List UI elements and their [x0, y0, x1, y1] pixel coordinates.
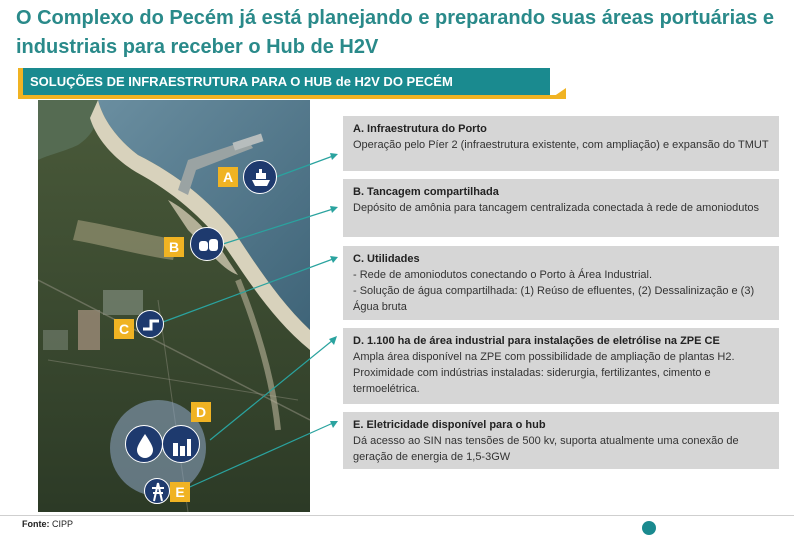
logo-icon: [642, 521, 656, 535]
water-drop-icon: [125, 425, 163, 463]
factory-icon: [162, 425, 200, 463]
card-heading: D. 1.100 ha de área industrial para instalações de eletrólise na ZPE CE: [353, 335, 720, 347]
card-port: [343, 116, 779, 171]
card-heading: E. Eletricidade disponível para o hub: [353, 419, 546, 431]
card-heading: C. Utilidades: [353, 253, 420, 265]
marker-a: A: [218, 167, 238, 187]
marker-c: C: [114, 319, 134, 339]
marker-d: D: [191, 402, 211, 422]
card-text: - Solução de água compartilhada: (1) Reúso de efluentes, (2) Dessalinização e (3) Água bruta: [353, 285, 755, 313]
ship-icon: [243, 160, 277, 194]
pipeline-icon: [136, 310, 164, 338]
card-heading: A. Infraestrutura do Porto: [353, 123, 487, 135]
page-title: O Complexo do Pecém já está planejando e preparando suas áreas portuárias e industriais para receber o Hub de H2V: [16, 7, 775, 58]
card-heading: B. Tancagem compartilhada: [353, 186, 499, 198]
card-tanks: [343, 179, 779, 237]
footer-label: Fonte:: [22, 519, 50, 529]
source-footer: [22, 519, 73, 529]
card-text: - Rede de amoniodutos conectando o Porto à Área Industrial.: [353, 269, 653, 281]
card-utilities: [343, 246, 779, 320]
power-tower-icon: [144, 478, 170, 504]
card-text: Proximidade com indústrias instaladas: siderurgia, fertilizantes, cimento e termoelétrica.: [353, 367, 711, 395]
footer-source: CIPP: [52, 519, 74, 529]
marker-e: E: [170, 482, 190, 502]
card-text: Depósito de amônia para tancagem centralizada conectada à rede de amoniodutos: [353, 202, 760, 214]
card-text: Ampla área disponível na ZPE com possibilidade de ampliação de plantas H2.: [353, 351, 735, 363]
card-electricity: [343, 412, 779, 469]
marker-b: B: [164, 237, 184, 257]
banner-text: SOLUÇÕES DE INFRAESTRUTURA PARA O HUB de H2V DO PECÉM: [30, 74, 453, 89]
card-industrial-area: [343, 328, 779, 404]
card-text: Operação pelo Píer 2 (infraestrutura existente, com ampliação) e expansão do TMUT: [353, 139, 769, 151]
footer-divider: [0, 515, 794, 516]
tanks-icon: [190, 227, 224, 261]
card-text: Dá acesso ao SIN nas tensões de 500 kv, suporta atualmente uma conexão de geração de energia de 1,5-3GW: [353, 435, 739, 463]
